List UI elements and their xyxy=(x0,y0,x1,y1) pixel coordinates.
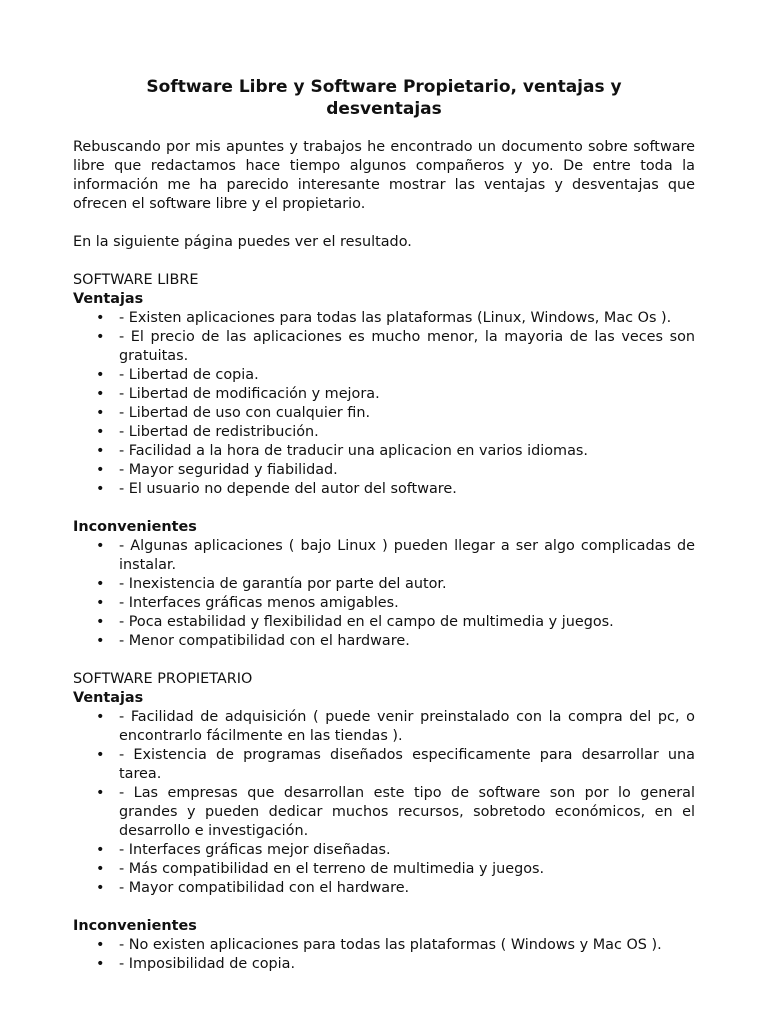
propietario-ventajas-label: Ventajas xyxy=(73,690,144,706)
list-item: • - Imposibilidad de copia. xyxy=(73,955,695,974)
list-item: • - Interfaces gráficas mejor diseñadas. xyxy=(73,841,695,860)
list-item: • - No existen aplicaciones para todas las plataformas ( Windows y Mac OS ). xyxy=(73,936,695,955)
document-title: Software Libre y Software Propietario, ventajas y desventajas xyxy=(146,77,622,119)
spacer xyxy=(73,499,695,518)
list-item: • - Más compatibilidad en el terreno de multimedia y juegos. xyxy=(73,860,695,879)
list-item: • - Mayor compatibilidad con el hardware. xyxy=(73,879,695,898)
list-item: • - Algunas aplicaciones ( bajo Linux ) pueden llegar a ser algo complicadas de instalar. xyxy=(73,537,695,575)
intro-paragraph: Rebuscando por mis apuntes y trabajos he encontrado un documento sobre software libre que redactamos hace tiempo algunos compañeros y yo. De entre toda la información me ha parecido interesante mostrar las ventajas y desventajas que ofrecen el software libre y el propietario. xyxy=(73,139,695,212)
propietario-ventajas-list xyxy=(73,708,695,898)
spacer xyxy=(73,898,695,917)
list-item: • - Existencia de programas diseñados especificamente para desarrollar una tarea. xyxy=(73,746,695,784)
list-item: • - Libertad de redistribución. xyxy=(73,423,695,442)
list-item: • - Poca estabilidad y flexibilidad en el campo de multimedia y juegos. xyxy=(73,613,695,632)
next-page-note: En la siguiente página puedes ver el resultado. xyxy=(73,234,412,250)
spacer xyxy=(73,214,695,233)
list-item: • - Facilidad de adquisición ( puede venir preinstalado con la compra del pc, o encontrarlo fácilmente en las tiendas ). xyxy=(73,708,695,746)
list-item: • - Las empresas que desarrollan este tipo de software son por lo general grandes y pueden dedicar muchos recursos, sobretodo económicos, en el desarrollo e investigación. xyxy=(73,784,695,841)
spacer xyxy=(73,252,695,271)
list-item: • - Libertad de modificación y mejora. xyxy=(73,385,695,404)
libre-inconvenientes-label: Inconvenientes xyxy=(73,519,197,535)
libre-ventajas-label: Ventajas xyxy=(73,291,144,307)
list-item: • - El usuario no depende del autor del software. xyxy=(73,480,695,499)
list-item: • - Inexistencia de garantía por parte del autor. xyxy=(73,575,695,594)
list-item: • - Facilidad a la hora de traducir una aplicacion en varios idiomas. xyxy=(73,442,695,461)
list-item: • - Menor compatibilidad con el hardware. xyxy=(73,632,695,651)
spacer xyxy=(73,651,695,670)
propietario-inconvenientes-list xyxy=(73,936,695,974)
list-item: • - Mayor seguridad y fiabilidad. xyxy=(73,461,695,480)
propietario-inconvenientes-label: Inconvenientes xyxy=(73,918,197,934)
list-item: • - Libertad de copia. xyxy=(73,366,695,385)
list-item: • - Existen aplicaciones para todas las plataformas (Linux, Windows, Mac Os ). xyxy=(73,309,695,328)
libre-heading: SOFTWARE LIBRE xyxy=(73,272,199,288)
list-item: • - Libertad de uso con cualquier fin. xyxy=(73,404,695,423)
libre-inconvenientes-list xyxy=(73,537,695,651)
libre-ventajas-list xyxy=(73,309,695,499)
list-item: • - Interfaces gráficas menos amigables. xyxy=(73,594,695,613)
propietario-heading: SOFTWARE PROPIETARIO xyxy=(73,671,253,687)
list-item: • - El precio de las aplicaciones es mucho menor, la mayoria de las veces son gratuitas. xyxy=(73,328,695,366)
